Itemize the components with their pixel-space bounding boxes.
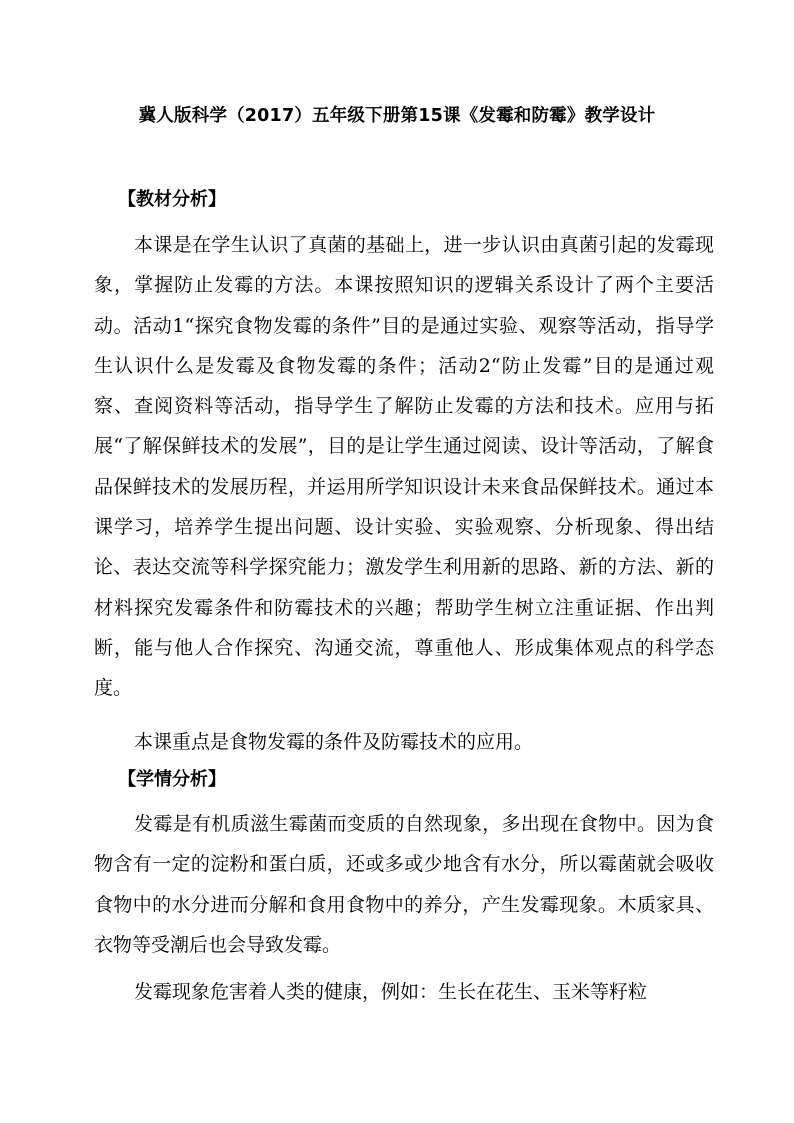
paragraph-textbook-analysis-1: 本课是在学生认识了真菌的基础上，进一步认识由真菌引起的发霉现象，掌握防止发霉的方法。本课按照知识的逻辑关系设计了两个主要活动。活动1“探究食物发霉的条件”目的是通过实验、观察等活动，指导学生认识什么是发霉及食物发霉的条件；活动2“防止发霉”目的是通过观察、查阅资料等活动，指导学生了解防止发霉的方法和技术。应用与拓展“了解保鲜技术的发展”，目的是让学生通过阅读、设计等活动，了解食品保鲜技术的发展历程，并运用所学知识设计未来食品保鲜技术。通过本课学习，培养学生提出问题、设计实验、实验观察、分析现象、得出结论、表达交流等科学探究能力；激发学生利用新的思路、新的方法、新的材料探究发霉条件和防霉技术的兴趣；帮助学生树立注重证据、作出判断，能与他人合作探究、沟通交流，尊重他人、形成集体观点的科学态度。 — [94, 234, 714, 700]
paragraph-student-analysis-2: 发霉现象危害着人类的健康，例如：生长在花生、玉米等籽粒 — [134, 981, 648, 1003]
section-heading-textbook-analysis: 【教材分析】 — [118, 189, 226, 210]
section-heading-student-analysis: 【学情分析】 — [118, 769, 226, 790]
paragraph-student-analysis-1: 发霉是有机质滋生霉菌而变质的自然现象，多出现在食物中。因为食物含有一定的淀粉和蛋白质，还或多或少地含有水分，所以霉菌就会吸收食物中的水分进而分解和食用食物中的养分，产生发霉现象。木质家具、衣物等受潮后也会导致发霉。 — [94, 813, 714, 956]
document-title: 冀人版科学（2017）五年级下册第15课《发霉和防霉》教学设计 — [138, 106, 656, 126]
paragraph-lesson-focus: 本课重点是食物发霉的条件及防霉技术的应用。 — [134, 731, 534, 753]
